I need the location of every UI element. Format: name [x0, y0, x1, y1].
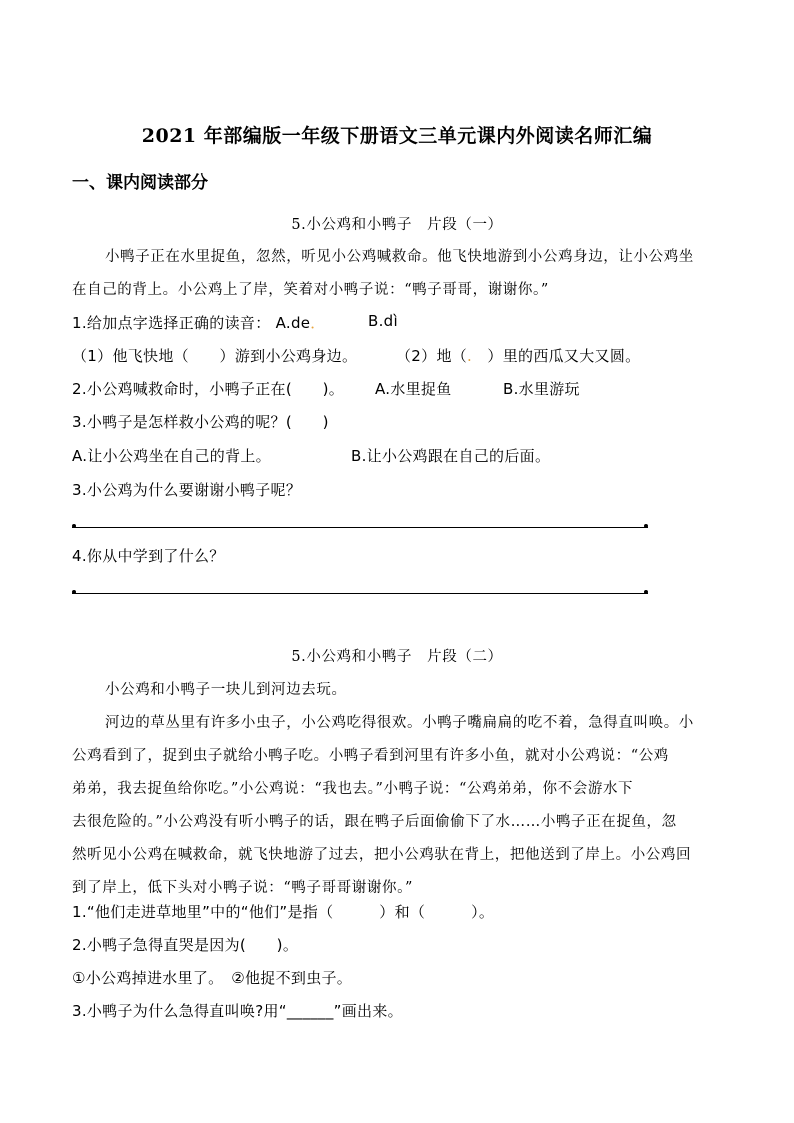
- question-1-sub-1: （1）他飞快地（ ）游到小公鸡身边。: [72, 347, 358, 365]
- passage-1-line-2: 在自己的背上。小公鸡上了岸，笑着对小鸭子说：“鸭子哥哥，谢谢你。”: [72, 282, 549, 298]
- question-3: 3.小鸭子是怎样救小公鸡的呢？( ): [72, 413, 329, 431]
- line-start-dot: [72, 590, 76, 594]
- question-3-option-b: B.让小公鸡跟在自己的后面。: [351, 447, 551, 465]
- passage-1-line-1: 小鸭子正在水里捉鱼，忽然，听见小公鸡喊救命。他飞快地游到小公鸡身边，让小公鸡坐: [105, 249, 694, 265]
- passage-2-line-2: 河边的草丛里有许多小虫子，小公鸡吃得很欢。小鸭子嘴扁扁的吃不着，急得直叫唤。小: [105, 715, 694, 731]
- passage-2-question-2-options: ①小公鸡掉进水里了。 ②他捉不到虫子。: [72, 969, 353, 987]
- question-1-sub-2-pre: （2）地（: [396, 347, 468, 365]
- line-end-dot: [644, 590, 648, 594]
- passage-2-question-3: 3.小鸭子为什么急得直叫唤?用“______”画出来。: [72, 1002, 403, 1020]
- question-2-option-b: B.水里游玩: [503, 380, 580, 398]
- question-1-text: 1.给加点字选择正确的读音： A.de: [72, 314, 311, 332]
- page-title: 2021 年部编版一年级下册语文三单元课内外阅读名师汇编: [141, 125, 653, 147]
- section-heading: 一、课内阅读部分: [72, 173, 208, 193]
- question-2: 2.小公鸡喊救命时，小鸭子正在( )。: [72, 380, 345, 398]
- line-start-dot: [72, 524, 76, 528]
- passage-2-line-4: 弟弟，我去捉鱼给你吃。”小公鸡说：“我也去。”小鸭子说：“公鸡弟弟，你不会游水下: [72, 781, 634, 797]
- question-1-option-b: B.dì: [368, 312, 398, 330]
- passage-1-title: 5.小公鸡和小鸭子 片段（一）: [291, 217, 503, 233]
- question-1: [72, 312, 326, 333]
- line-end-dot: [644, 524, 648, 528]
- answer-line[interactable]: [72, 527, 648, 528]
- passage-2-line-3: 公鸡看到了，捉到虫子就给小鸭子吃。小鸭子看到河里有许多小鱼，就对小公鸡说：“公鸡: [72, 748, 669, 764]
- question-1-sub-2: [396, 345, 640, 366]
- question-4: 4.你从中学到了什么？: [72, 547, 225, 565]
- passage-2-question-2: 2.小鸭子急得直哭是因为( )。: [72, 936, 299, 954]
- question-1-sub-2-post: ）里的西瓜又大又圆。: [472, 347, 641, 365]
- passage-2-title: 5.小公鸡和小鸭子 片段（二）: [291, 649, 503, 665]
- emphasis-dot: .: [467, 347, 473, 365]
- question-3-option-a: A.让小公鸡坐在自己的背上。: [72, 447, 271, 465]
- passage-2-line-7: 到了岸上，低下头对小鸭子说：“鸭子哥哥谢谢你。”: [72, 880, 413, 896]
- emphasis-dot: ．: [310, 314, 326, 332]
- passage-2-question-1: 1.“他们走进草地里”中的“他们”是指（ ）和（ ）。: [72, 903, 495, 921]
- answer-line[interactable]: [72, 593, 648, 594]
- question-3b: 3.小公鸡为什么要谢谢小鸭子呢？: [72, 481, 302, 499]
- passage-2-line-1: 小公鸡和小鸭子一块儿到河边去玩。: [105, 682, 347, 698]
- passage-2-line-5: 去很危险的。”小公鸡没有听小鸭子的话，跟在鸭子后面偷偷下了水……小鸭子正在捉鱼，忽: [72, 814, 677, 830]
- question-2-option-a: A.水里捉鱼: [375, 380, 452, 398]
- passage-2-line-6: 然听见小公鸡在喊救命，就飞快地游了过去，把小公鸡驮在背上，把他送到了岸上。小公鸡回: [72, 847, 692, 863]
